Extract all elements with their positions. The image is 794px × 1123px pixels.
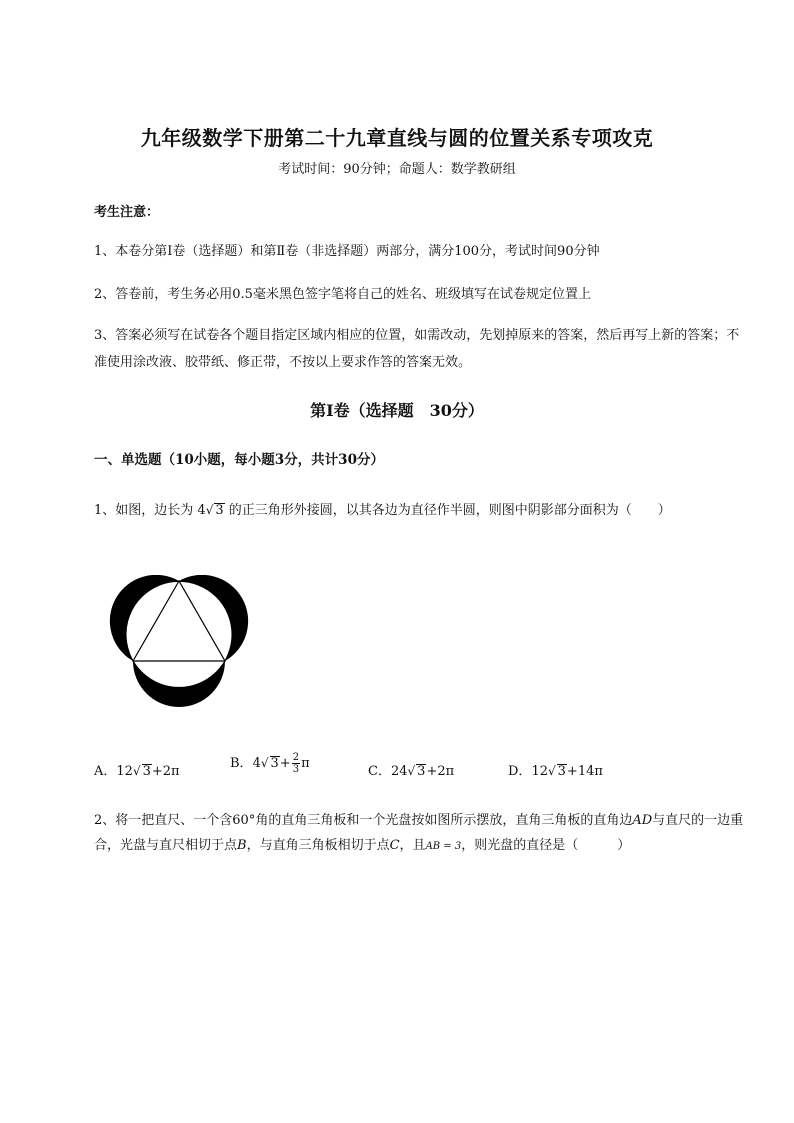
q2-text-5: ，则光盘的直径是（ ） xyxy=(461,838,631,853)
radical-icon: √ xyxy=(260,756,269,770)
option-d-radicand: 3 xyxy=(557,764,566,779)
option-b-fraction xyxy=(292,752,300,775)
option-c[interactable] xyxy=(368,760,454,779)
radical-icon: √ xyxy=(132,764,141,778)
fraction-denominator: 3 xyxy=(292,764,300,775)
option-c-coef: 24 xyxy=(390,764,408,779)
option-d-coef: 12 xyxy=(531,764,548,779)
notice-item-2: 2、答卷前，考生务必用0.5毫米黑色签字笔将自己的姓名、班级填写在试卷规定位置上 xyxy=(94,287,591,302)
part-title: 一、单选题（10小题，每小题3分，共计30分） xyxy=(94,452,384,468)
circumcircle xyxy=(126,581,232,687)
option-c-rest: +2π xyxy=(426,764,455,779)
q2-text-4: ，且 xyxy=(399,838,426,853)
q2-text-1: 2、将一把直尺、一个含60°角的直角三角板和一个光盘按如图所示摆放，直角三角板的直角边 xyxy=(94,813,633,828)
notice-item-1: 1、本卷分第I卷（选择题）和第Ⅱ卷（非选择题）两部分，满分100分，考试时间90分钟 xyxy=(94,244,600,259)
option-d[interactable] xyxy=(508,760,603,779)
notice-heading: 考生注意： xyxy=(94,205,160,220)
option-d-label: D． xyxy=(508,764,532,779)
option-a[interactable] xyxy=(94,760,180,779)
q1-text-pre: 1、如图，边长为 xyxy=(94,503,194,518)
option-a-coef: 12 xyxy=(116,764,133,779)
exam-subtitle: 考试时间：90分钟；命题人：数学教研组 xyxy=(278,162,516,177)
q2-equation: AB = 3 xyxy=(425,841,462,852)
q2-point-c: C xyxy=(389,838,400,853)
option-a-rest: +2π xyxy=(151,764,180,779)
option-d-rest: +14π xyxy=(566,764,603,779)
question-2 xyxy=(94,808,744,859)
notice-item-3: 3、答案必须写在试卷各个题目指定区域内相应的位置，如需改动，先划掉原来的答案，然后再写上新的答案；不准使用涂改液、胶带纸、修正带，不按以上要求作答的答案无效。 xyxy=(94,328,740,370)
option-b[interactable] xyxy=(230,752,310,775)
q2-point-b: B xyxy=(237,838,247,853)
fraction-numerator: 2 xyxy=(292,752,300,763)
radical-icon: √ xyxy=(547,764,556,778)
option-b-label: B． xyxy=(230,756,253,771)
q1-text-post: 的正三角形外接圆，以其各边为直径作半圆，则图中阴影部分面积为（ ） xyxy=(228,503,671,518)
option-b-plus: + xyxy=(279,756,291,771)
q2-text-2: 与直尺的一边重合，光盘与直尺相切于点 xyxy=(94,813,744,853)
q1-radicand: 3 xyxy=(215,503,224,518)
option-b-radicand: 3 xyxy=(270,756,279,771)
page-title: 九年级数学下册第二十九章直线与圆的位置关系专项攻克 xyxy=(140,126,654,150)
q2-ad: AD xyxy=(632,813,653,828)
radical-icon: √ xyxy=(407,764,416,778)
option-a-radicand: 3 xyxy=(142,764,151,779)
option-b-coef: 4 xyxy=(252,756,261,771)
q1-options xyxy=(94,752,714,792)
q1-coef: 4 xyxy=(197,503,206,518)
question-1 xyxy=(94,497,744,524)
option-b-rest: π xyxy=(301,756,310,771)
triangle-semicircles-diagram xyxy=(104,575,254,717)
q2-text-3: ，与直角三角板相切于点 xyxy=(246,838,390,853)
q1-side-length xyxy=(197,503,224,518)
option-c-label: C． xyxy=(368,764,391,779)
option-a-label: A． xyxy=(94,764,117,779)
q1-figure xyxy=(104,575,254,717)
option-c-radicand: 3 xyxy=(417,764,426,779)
radical-icon: √ xyxy=(205,503,214,517)
section-title: 第I卷（选择题 30分） xyxy=(310,401,484,420)
